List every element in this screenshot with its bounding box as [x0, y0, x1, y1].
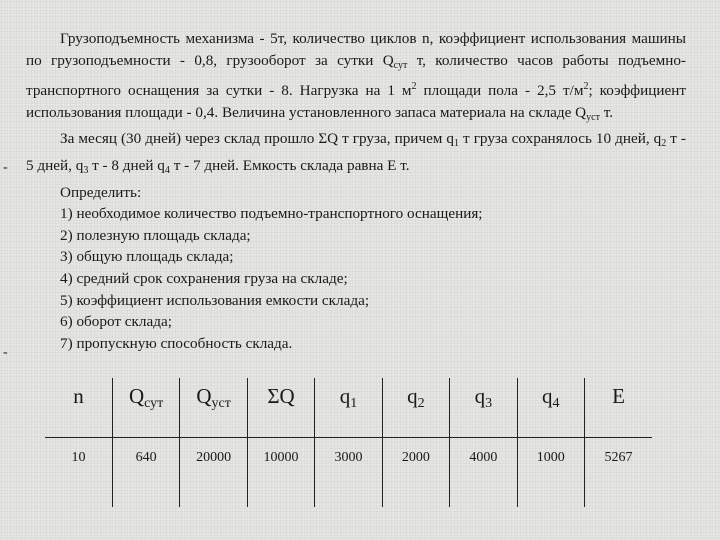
task-item: 2) полезную площадь склада; [60, 226, 251, 244]
header-cell: q3 [450, 378, 517, 438]
task-item: 5) коэффициент использования емкости склада; [60, 291, 370, 309]
determine-heading: Определить: [60, 183, 142, 201]
header-cell: Qуст [180, 378, 247, 438]
value-cell: 1000 [517, 438, 584, 508]
value-cell: 640 [112, 438, 179, 508]
margin-dash: - [3, 160, 8, 175]
task-item: 7) пропускную способность склада. [60, 334, 293, 352]
task-item: 3) общую площадь склада; [60, 248, 234, 266]
header-cell: ΣQ [247, 378, 314, 438]
problem-conditions: Грузоподъемность механизма - 5т, количество циклов n, коэффициент использования машины по грузоподъемности - 0,8, грузооборот за сутки $Q_{сут}$ т, количество часов работы подъемно-транспортного оснащения за сутки - 8. Нагрузка на 1 $м^2$ площади пола - 2,5 $т/м^2$; коэффициент использования площади - 0,4. Величина установленного запаса материала на складе $Q_{уст}$ т. [26, 30, 686, 123]
table-header-row [45, 378, 652, 438]
value-cell: 10 [71, 450, 86, 465]
data-table [45, 378, 652, 507]
value-cell: 5267 [585, 438, 653, 508]
header-cell: Qсут [112, 378, 179, 438]
task-item: 1) необходимое количество подъемно-транспортного оснащения; [60, 205, 483, 223]
value-cell: 10000 [247, 438, 314, 508]
table-row [45, 438, 652, 508]
header-cell: q1 [315, 378, 382, 438]
header-cell: q2 [382, 378, 449, 438]
value-cell: 2000 [382, 438, 449, 508]
value-cell: 20000 [180, 438, 247, 508]
problem-text [26, 28, 686, 354]
task-item: 6) оборот склада; [60, 313, 172, 331]
header-cell: n [45, 378, 112, 438]
value-cell: 4000 [450, 438, 517, 508]
margin-dash: - [3, 345, 8, 360]
header-cell: q4 [517, 378, 584, 438]
task-item: 4) средний срок сохранения груза на складе; [60, 269, 348, 287]
value-cell: 3000 [315, 438, 382, 508]
header-cell: E [585, 378, 653, 438]
storage-conditions: За месяц (30 дней) через склад прошло ΣQ т груза, причем $q_1$ т груза сохранялось 10 дней, $q_2$ т - 5 дней, $q_3$ т - 8 дней $q_4$ т - 7 дней. Емкость склада равна Е т. [26, 130, 686, 176]
